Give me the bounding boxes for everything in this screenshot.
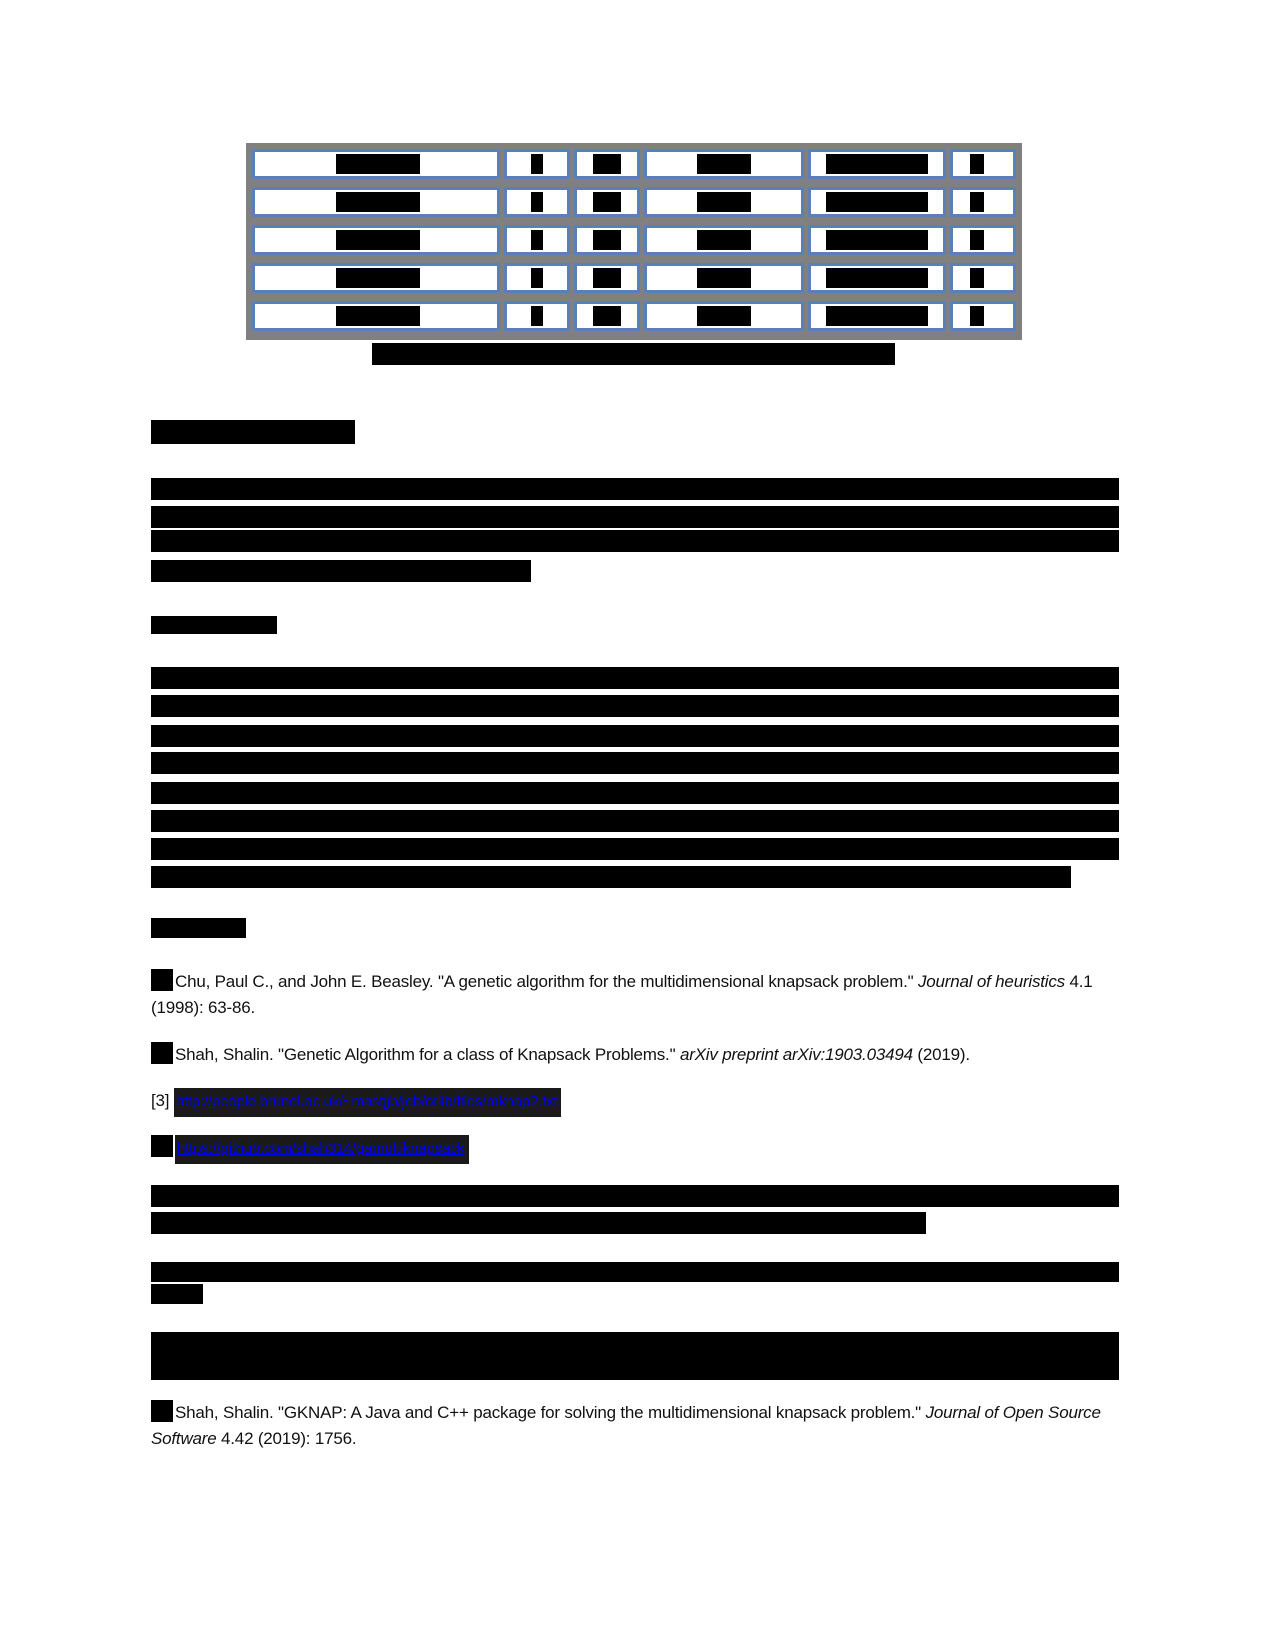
table-cell [808, 149, 946, 179]
reference-number-redacted [151, 969, 173, 991]
table-cell [644, 301, 804, 331]
table-cell [504, 263, 570, 293]
table-cell [504, 187, 570, 217]
table-cell [504, 225, 570, 255]
table-cell [504, 149, 570, 179]
table-cell [574, 225, 640, 255]
table-row [252, 225, 1016, 255]
table-cell [504, 301, 570, 331]
table-row [252, 301, 1016, 331]
table-cell [808, 301, 946, 331]
table-row [252, 149, 1016, 179]
references-heading [151, 918, 246, 938]
reference-8: Shah, Shalin. "GKNAP: A Java and C++ package for solving the multidimensional knapsack problem." Journal of Open Source Software 4.42 (2019): 1756. [151, 1400, 1119, 1452]
table-cell [808, 263, 946, 293]
table-cell [950, 263, 1016, 293]
data-table [246, 143, 1022, 340]
table-cell [808, 225, 946, 255]
reference-number-redacted [151, 1400, 173, 1422]
table-cell [950, 225, 1016, 255]
table-cell [252, 301, 500, 331]
reference-4 [151, 1135, 1119, 1164]
table-cell [644, 187, 804, 217]
reference-1: Chu, Paul C., and John E. Beasley. "A genetic algorithm for the multidimensional knapsack problem." Journal of heuristics 4.1 (1998): 63-86. [151, 969, 1119, 1021]
table-cell [252, 149, 500, 179]
table-cell [574, 187, 640, 217]
table-cell [574, 301, 640, 331]
reference-2: Shah, Shalin. "Genetic Algorithm for a class of Knapsack Problems." arXiv preprint arXiv:1903.03494 (2019). [151, 1042, 1119, 1068]
table-cell [574, 263, 640, 293]
table-cell [808, 187, 946, 217]
table-cell [252, 225, 500, 255]
subheading [151, 616, 277, 634]
reference-number-redacted [151, 1042, 173, 1064]
reference-number-redacted [151, 1135, 173, 1157]
section-heading [151, 420, 355, 444]
table-row [252, 187, 1016, 217]
reference-link[interactable]: http://people.brunel.ac.uk/~mastjjb/jeb/orlib/files/mknap2.txt [175, 1093, 558, 1110]
table-row [252, 263, 1016, 293]
table-cell [644, 263, 804, 293]
reference-3: [3] http://people.brunel.ac.uk/~mastjjb/jeb/orlib/files/mknap2.txt [151, 1088, 1119, 1117]
table-caption [372, 343, 895, 365]
table-cell [950, 149, 1016, 179]
table-cell [644, 149, 804, 179]
reference-link[interactable]: https://github.com/shah314/gamultiknapsack [177, 1140, 465, 1157]
table-cell [950, 301, 1016, 331]
table-cell [950, 187, 1016, 217]
table-cell [252, 187, 500, 217]
table-cell [252, 263, 500, 293]
table-cell [644, 225, 804, 255]
table-cell [574, 149, 640, 179]
